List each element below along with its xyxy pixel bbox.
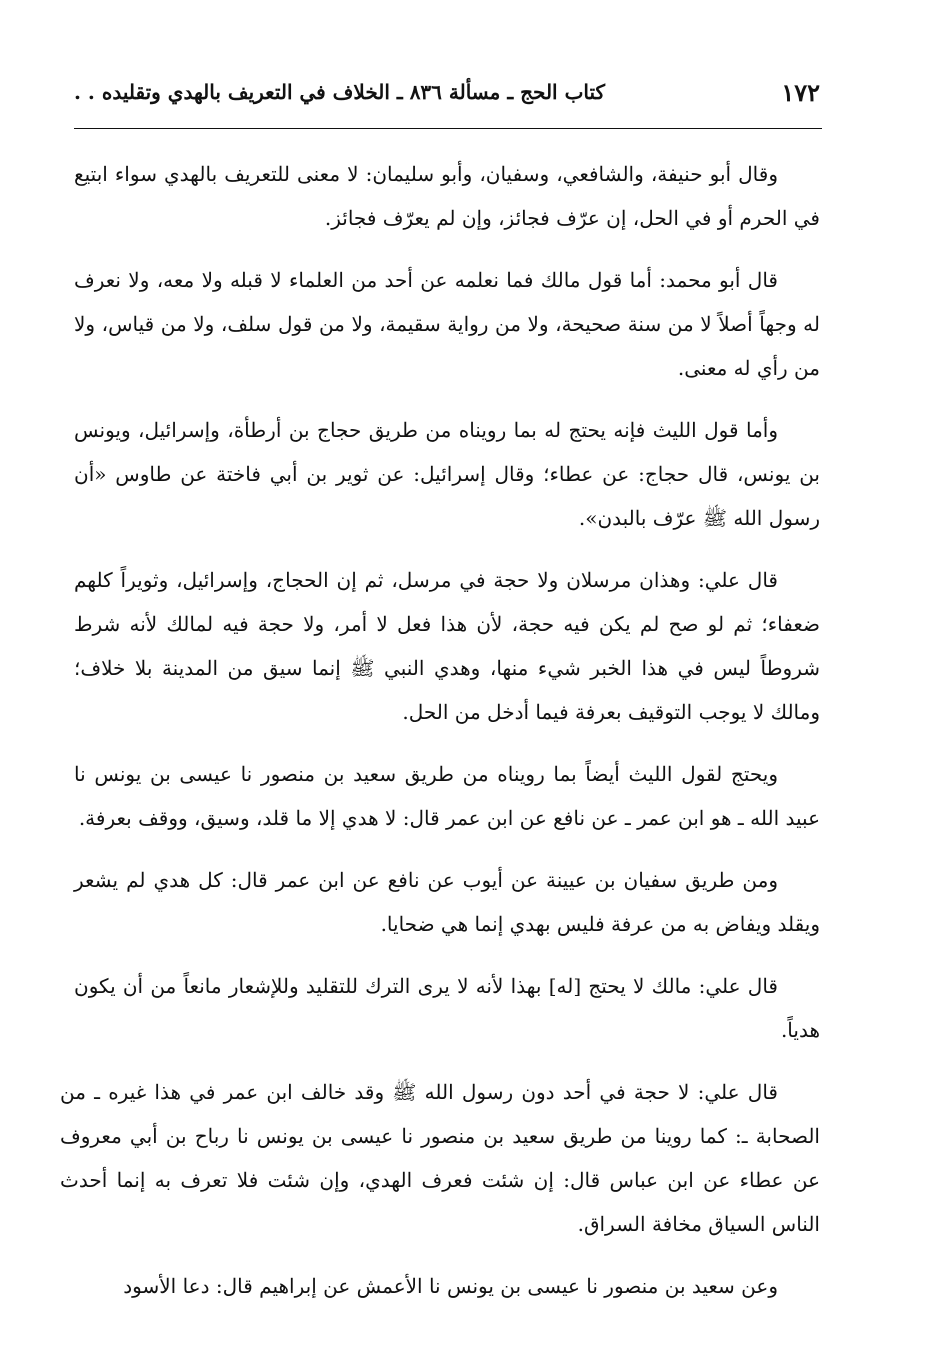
paragraph-3: وأما قول الليث فإنه يحتج له بما رويناه من طريق حجاج بن أرطأة، وإسرائيل، ويونس بن يونس، قال حجاج: عن عطاء؛ وقال إسرائيل: عن ثوير بن أبي فاختة عن طاوس «أن رسول الله ﷺ عرّف بالبدن».: [74, 418, 820, 530]
page-header: [74, 78, 820, 118]
paragraph-8: قال علي: لا حجة في أحد دون رسول الله ﷺ وقد خالف ابن عمر في هذا غيره ـ من الصحابة ـ: كما روينا من طريق سعيد بن منصور نا عيسى بن يونس نا رباح بن أبي معروف عن عطاء عن ابن عباس قال: إن شئت فعرف الهدي، وإن شئت فلا تعرف به إنما أحدث الناس السياق مخافة السراق.: [60, 1080, 820, 1236]
header-rule: [74, 128, 822, 129]
paragraph-2: قال أبو محمد: أما قول مالك فما نعلمه عن أحد من العلماء لا قبله ولا معه، ولا نعرف له وجهاً أصلاً لا من سنة صحيحة، ولا من رواية سقيمة، ولا من قول سلف، ولا من قياس، ولا من رأي له معنى.: [74, 268, 820, 380]
paragraph-9: وعن سعيد بن منصور نا عيسى بن يونس نا الأعمش عن إبراهيم قال: دعا الأسود: [123, 1274, 778, 1298]
paragraph-6: ومن طريق سفيان بن عيينة عن أيوب عن نافع عن ابن عمر قال: كل هدي لم يشعر ويقلد ويفاض به من عرفة فليس بهدي إنما هي ضحايا.: [74, 868, 820, 936]
paragraph-1: وقال أبو حنيفة، والشافعي، وسفيان، وأبو سليمان: لا معنى للتعريف بالهدي سواء ابتيع في الحرم أو في الحل، إن عرّف فجائز، وإن لم يعرّف فجائز.: [74, 162, 820, 230]
paragraph-5: ويحتج لقول الليث أيضاً بما رويناه من طريق سعيد بن منصور نا عيسى بن يونس نا عبيد الله ـ هو ابن عمر ـ عن نافع عن ابن عمر قال: لا هدي إلا ما قلد، وسيق، ووقف بعرفة.: [74, 762, 820, 830]
body-text: [60, 152, 821, 1308]
paragraph-7: قال علي: مالك لا يحتج [له] بهذا لأنه لا يرى الترك للتقليد وللإشعار مانعاً من أن يكون هدياً.: [74, 974, 820, 1042]
page-number: ١٧٢: [781, 78, 820, 107]
running-title: كتاب الحج ـ مسألة ٨٣٦ ـ الخلاف في التعريف بالهدي وتقليده . .: [74, 80, 606, 104]
paragraph-4: قال علي: وهذان مرسلان ولا حجة في مرسل، ثم إن الحجاج، وإسرائيل، وثويراً كلهم ضعفاء؛ ثم لو صح لم يكن فيه حجة، لأن هذا فعل لا أمر، ولا حجة فيه لمالك لأنه شرط شروطاً ليس في هذا الخبر شيء منها، وهدي النبي ﷺ إنما سيق من المدينة بلا خلاف؛ ومالك لا يوجب التوقيف بعرفة فيما أدخل من الحل.: [74, 568, 821, 724]
